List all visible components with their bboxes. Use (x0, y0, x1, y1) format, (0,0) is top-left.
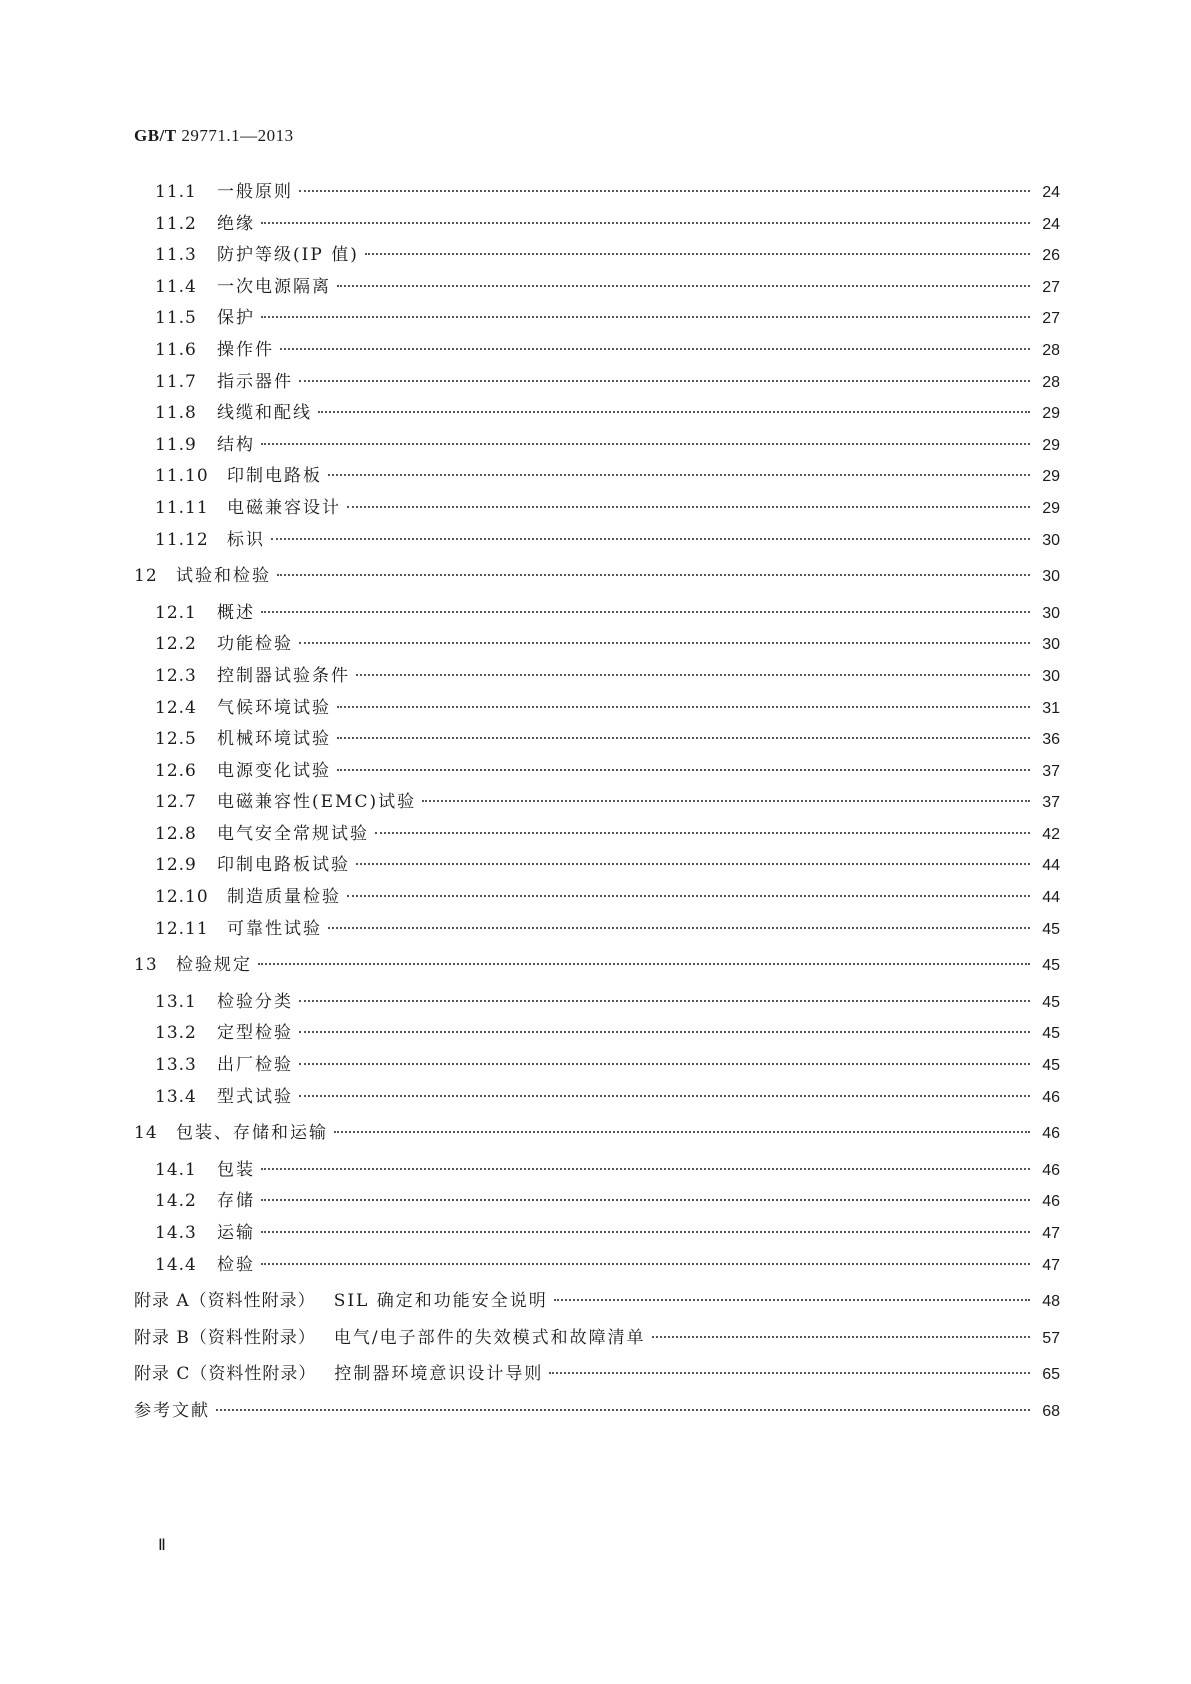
toc-number: 11.2 (155, 213, 197, 234)
dot-leader (261, 1263, 1030, 1265)
toc-title: 运输 (217, 1223, 255, 1243)
toc-title: 包装 (217, 1159, 255, 1180)
toc-entry-14-2[interactable] (134, 1189, 1060, 1221)
toc-number: 12.7 (155, 792, 197, 813)
toc-page: 45 (1042, 957, 1060, 975)
toc-entry-appendix-b[interactable] (134, 1326, 1060, 1358)
toc-title: 控制器试验条件 (217, 665, 350, 686)
toc-entry-13-1[interactable] (134, 990, 1060, 1022)
toc-title: 印制电路板试验 (217, 855, 350, 876)
toc-title: 出厂检验 (217, 1055, 293, 1076)
toc-number: 11.8 (155, 403, 197, 424)
toc-entry-12-11[interactable] (134, 917, 1060, 949)
toc-number: 12.5 (155, 729, 197, 750)
toc-title: 概述 (217, 602, 255, 623)
toc-page: 28 (1042, 373, 1060, 391)
toc-title: 操作件 (217, 339, 274, 360)
toc-entry-11-7[interactable] (134, 370, 1060, 402)
toc-title: SIL 确定和功能安全说明 (333, 1291, 548, 1312)
toc-entry-12[interactable] (134, 564, 1060, 596)
toc-entry-14[interactable] (134, 1121, 1060, 1153)
dot-leader (337, 737, 1030, 739)
toc-entry-11-3[interactable] (134, 243, 1060, 275)
toc-entry-14-3[interactable] (134, 1221, 1060, 1253)
toc-page: 29 (1042, 436, 1060, 454)
toc-title: 电气/电子部件的失效模式和故障清单 (333, 1327, 646, 1348)
document-header (134, 126, 294, 146)
dot-leader (554, 1299, 1030, 1301)
dot-leader (347, 506, 1030, 508)
dot-leader (299, 642, 1030, 644)
toc-page: 46 (1042, 1125, 1060, 1143)
toc-title: 线缆和配线 (217, 403, 312, 424)
toc-title: 包装、存储和运输 (176, 1123, 328, 1144)
toc-page: 31 (1042, 699, 1060, 717)
toc-title: 电磁兼容性(EMC)试验 (217, 792, 417, 813)
toc-entry-appendix-a[interactable] (134, 1289, 1060, 1321)
toc-page: 45 (1042, 993, 1060, 1011)
dot-leader (299, 380, 1030, 382)
toc-page: 68 (1042, 1402, 1060, 1420)
dot-leader (299, 1031, 1030, 1033)
toc-entry-13-4[interactable] (134, 1085, 1060, 1117)
toc-entry-14-1[interactable] (134, 1158, 1060, 1190)
toc-number: 附录 C（资料性附录） (134, 1364, 317, 1385)
toc-page: 46 (1042, 1193, 1060, 1211)
toc-title: 气候环境试验 (217, 697, 331, 718)
dot-leader (318, 411, 1030, 413)
toc-page: 65 (1042, 1366, 1060, 1384)
toc-entry-12-6[interactable] (134, 759, 1060, 791)
toc-page: 48 (1042, 1293, 1060, 1311)
toc-title: 一般原则 (217, 182, 293, 202)
toc-number: 11.1 (155, 182, 197, 202)
toc-number: 12.2 (155, 634, 197, 655)
toc-page: 30 (1042, 531, 1060, 549)
dot-leader (261, 1231, 1030, 1233)
toc-number: 11.7 (155, 371, 197, 392)
toc-entry-11-5[interactable] (134, 306, 1060, 338)
toc-title: 电源变化试验 (217, 760, 331, 781)
toc-entry-11-4[interactable] (134, 275, 1060, 307)
dot-leader (328, 927, 1030, 929)
standard-number: 29771.1—2013 (181, 126, 294, 145)
toc-entry-13-2[interactable] (134, 1021, 1060, 1053)
toc-title: 控制器环境意识设计导则 (334, 1364, 544, 1385)
toc-number: 14.3 (155, 1223, 197, 1243)
toc-title: 制造质量检验 (227, 887, 341, 908)
toc-page: 27 (1042, 278, 1060, 296)
toc-page: 44 (1042, 889, 1060, 907)
dot-leader (375, 832, 1030, 834)
dot-leader (356, 863, 1030, 865)
toc-title: 检验分类 (217, 991, 293, 1012)
toc-title: 指示器件 (217, 371, 293, 392)
toc-entry-11-8[interactable] (134, 401, 1060, 433)
toc-number: 14.4 (155, 1254, 197, 1275)
dot-leader (258, 963, 1030, 965)
toc-number: 11.12 (155, 529, 209, 550)
toc-page: 24 (1042, 215, 1060, 233)
toc-entry-11-10[interactable] (134, 464, 1060, 496)
toc-number: 11.3 (155, 245, 197, 266)
toc-number: 13.1 (155, 991, 197, 1012)
toc-page: 30 (1042, 636, 1060, 654)
toc-number: 13.2 (155, 1023, 197, 1044)
dot-leader (280, 348, 1030, 350)
toc-page: 30 (1042, 604, 1060, 622)
toc-title: 标识 (227, 529, 265, 550)
dot-leader (337, 706, 1030, 708)
toc-page: 46 (1042, 1161, 1060, 1179)
toc-entry-13[interactable] (134, 953, 1060, 985)
dot-leader (299, 1063, 1030, 1065)
dot-leader (299, 1095, 1030, 1097)
toc-title: 保护 (217, 308, 255, 329)
toc-page: 47 (1042, 1225, 1060, 1242)
dot-leader (549, 1372, 1030, 1374)
table-of-contents (134, 180, 1060, 1431)
toc-number: 12 (134, 566, 158, 587)
toc-page: 36 (1042, 731, 1060, 749)
dot-leader (652, 1336, 1030, 1338)
toc-title: 型式试验 (217, 1086, 293, 1107)
toc-number: 12.4 (155, 697, 197, 718)
dot-leader (422, 800, 1030, 802)
toc-title: 定型检验 (217, 1023, 293, 1044)
toc-title: 检验规定 (176, 955, 252, 976)
toc-number: 附录 B（资料性附录） (134, 1327, 316, 1348)
toc-number: 12.8 (155, 823, 197, 844)
dot-leader (328, 474, 1030, 476)
toc-title: 电磁兼容设计 (227, 497, 341, 518)
toc-entry-12-7[interactable] (134, 790, 1060, 822)
dot-leader (365, 253, 1030, 255)
toc-page: 29 (1042, 405, 1060, 423)
dot-leader (271, 538, 1030, 540)
toc-entry-11-6[interactable] (134, 338, 1060, 370)
toc-page: 45 (1042, 1025, 1060, 1043)
toc-number: 11.9 (155, 434, 197, 455)
toc-page: 30 (1042, 667, 1060, 685)
standard-code: GB/T (134, 126, 177, 145)
toc-title: 电气安全常规试验 (217, 823, 369, 844)
toc-number: 11.10 (155, 466, 209, 487)
toc-entry-12-8[interactable] (134, 822, 1060, 854)
toc-entry-14-4[interactable] (134, 1253, 1060, 1285)
toc-page: 45 (1042, 1057, 1060, 1075)
toc-entry-appendix-c[interactable] (134, 1362, 1060, 1394)
toc-title: 功能检验 (217, 634, 293, 655)
toc-number: 13.4 (155, 1086, 197, 1107)
toc-page: 30 (1042, 568, 1060, 586)
toc-page: 45 (1042, 920, 1060, 938)
toc-title: 结构 (217, 434, 255, 455)
toc-number: 12.1 (155, 602, 197, 623)
dot-leader (261, 1168, 1030, 1170)
toc-number: 13 (134, 955, 158, 976)
dot-leader (261, 222, 1030, 224)
toc-title: 防护等级(IP 值) (217, 245, 359, 266)
dot-leader (261, 316, 1030, 318)
toc-page: 26 (1042, 247, 1060, 265)
toc-page: 42 (1042, 825, 1060, 843)
toc-page: 29 (1042, 468, 1060, 486)
toc-page: 28 (1042, 341, 1060, 359)
toc-entry-12-10[interactable] (134, 885, 1060, 917)
toc-entry-12-1[interactable] (134, 601, 1060, 633)
toc-title: 参考文献 (134, 1400, 210, 1421)
dot-leader (261, 611, 1030, 613)
toc-number: 11.6 (155, 339, 197, 360)
toc-title: 存储 (217, 1191, 255, 1212)
toc-page: 44 (1042, 857, 1060, 875)
toc-number: 11.5 (155, 308, 197, 329)
toc-number: 12.3 (155, 665, 197, 686)
toc-number: 12.9 (155, 855, 197, 876)
toc-entry-12-3[interactable] (134, 664, 1060, 696)
toc-title: 机械环境试验 (217, 729, 331, 750)
toc-page: 57 (1042, 1329, 1060, 1347)
page-number-footer: Ⅱ (158, 1537, 166, 1554)
toc-title: 可靠性试验 (227, 918, 322, 939)
dot-leader (261, 1199, 1030, 1201)
toc-title: 印制电路板 (227, 466, 322, 487)
toc-number: 13.3 (155, 1055, 197, 1076)
dot-leader (356, 674, 1030, 676)
toc-title: 绝缘 (217, 213, 255, 234)
dot-leader (299, 1000, 1030, 1002)
dot-leader (299, 190, 1030, 192)
toc-page: 47 (1042, 1256, 1060, 1274)
toc-entry-11-11[interactable] (134, 496, 1060, 528)
toc-title: 检验 (217, 1254, 255, 1275)
toc-number: 11.11 (155, 497, 209, 518)
dot-leader (337, 285, 1030, 287)
toc-title: 试验和检验 (176, 566, 271, 587)
toc-page: 27 (1042, 310, 1060, 328)
toc-entry-11-1[interactable] (134, 180, 1060, 212)
toc-number: 12.11 (155, 918, 209, 939)
dot-leader (216, 1409, 1030, 1411)
toc-page: 37 (1042, 794, 1060, 812)
dot-leader (277, 574, 1030, 576)
toc-entry-12-4[interactable] (134, 696, 1060, 728)
toc-page: 37 (1042, 762, 1060, 780)
toc-page: 29 (1042, 499, 1060, 517)
dot-leader (334, 1131, 1030, 1133)
toc-number: 12.10 (155, 887, 209, 908)
toc-entry-references[interactable] (134, 1399, 1060, 1431)
toc-entry-13-3[interactable] (134, 1053, 1060, 1085)
toc-title: 一次电源隔离 (217, 276, 331, 297)
toc-entry-12-5[interactable] (134, 727, 1060, 759)
toc-entry-12-9[interactable] (134, 853, 1060, 885)
toc-entry-11-12[interactable] (134, 528, 1060, 560)
toc-number: 14.2 (155, 1191, 197, 1212)
toc-page: 46 (1042, 1088, 1060, 1106)
toc-number: 11.4 (155, 276, 197, 297)
toc-entry-11-2[interactable] (134, 212, 1060, 244)
toc-page: 24 (1042, 184, 1060, 201)
toc-number: 14 (134, 1123, 158, 1144)
toc-number: 附录 A（资料性附录） (134, 1291, 316, 1312)
dot-leader (261, 443, 1030, 445)
toc-number: 14.1 (155, 1159, 197, 1180)
toc-entry-12-2[interactable] (134, 632, 1060, 664)
toc-entry-11-9[interactable] (134, 433, 1060, 465)
toc-number: 12.6 (155, 760, 197, 781)
dot-leader (337, 769, 1030, 771)
dot-leader (347, 895, 1030, 897)
